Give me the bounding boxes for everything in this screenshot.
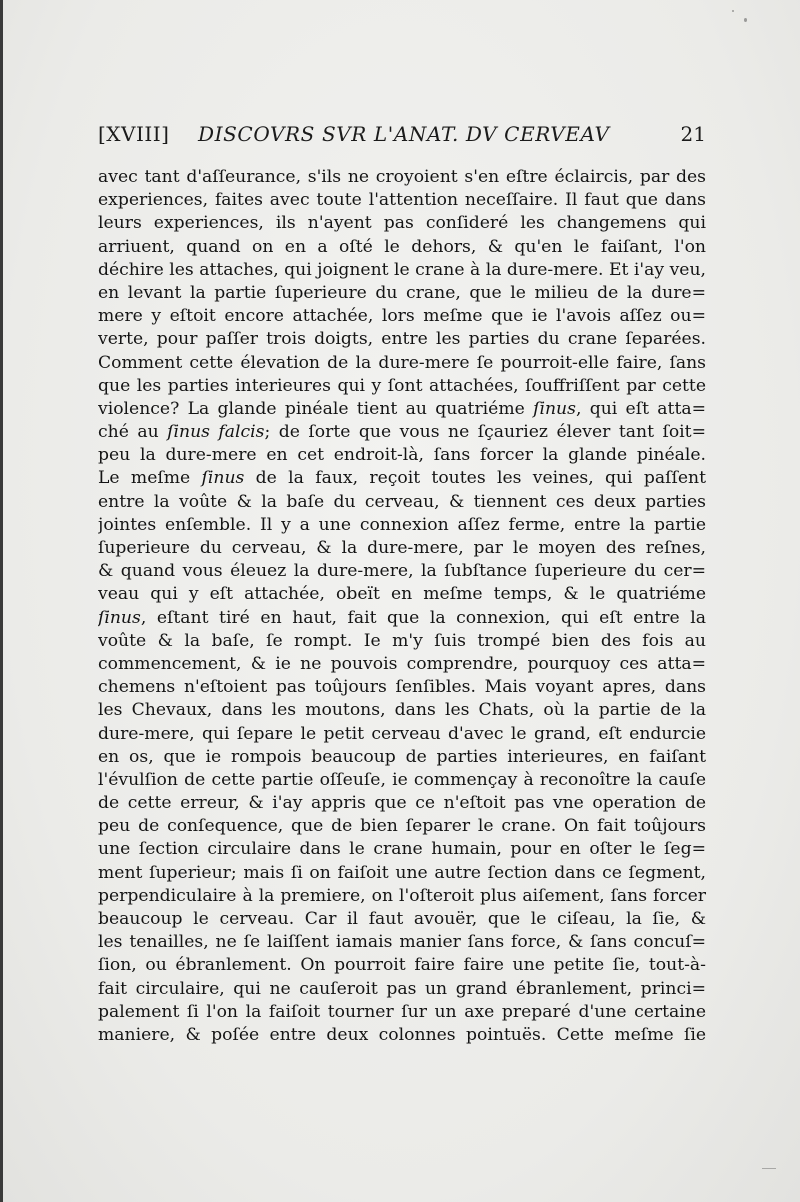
- paper-speck: [762, 1168, 776, 1169]
- text-line: verte, pour paſſer trois doigts, entre les parties du crane ſeparées.: [98, 329, 706, 350]
- paper-speck: [732, 10, 734, 12]
- text-line: que les parties interieures qui y ſont attachées, ſouffriſſent par cette: [98, 375, 706, 396]
- text-line: Le meſme ſinus de la faux, reçoit toutes les veines, qui paſſent: [98, 468, 706, 489]
- paper-speck: [744, 18, 747, 22]
- text-line: arriuent, quand on en a oſté le dehors, & qu'en le faiſant, l'on: [98, 236, 706, 257]
- text-line: ſion, ou ébranlement. On pourroit faire faire une petite ſie, tout-à-: [98, 955, 706, 976]
- text-line: beaucoup le cerveau. Car il faut avouër, que le ciſeau, la ſie, &: [98, 909, 706, 929]
- text-line: de cette erreur, & i'ay appris que ce n'eſtoit pas vne operation de: [98, 793, 706, 814]
- text-line: Comment cette élevation de la dure-mere ſe pourroit-elle faire, ſans: [98, 352, 706, 373]
- text-line: l'évulſion de cette partie oſſeuſe, ie commençay à reconoître la cauſe: [98, 769, 706, 790]
- text-line: violence? La glande pinéale tient au quatriéme ſinus, qui eſt atta=: [98, 398, 706, 419]
- text-line: jointes enſemble. Il y a une connexion aſſez ferme, entre la partie: [98, 514, 706, 535]
- text-line: ſinus, eſtant tiré en haut, fait que la connexion, qui eſt entre la: [98, 607, 706, 628]
- text-line: ſuperieure du cerveau, & la dure-mere, par le moyen des reſnes,: [98, 538, 706, 558]
- text-line: ment ſuperieur; mais ſi on faiſoit une autre ſection dans ce ſegment,: [98, 862, 706, 883]
- text-line: entre la voûte & la baſe du cerveau, & tiennent ces deux parties: [98, 491, 706, 512]
- text-line: en levant la partie ſuperieure du crane, que le milieu de la dure=: [98, 282, 706, 303]
- text-line: experiences, faites avec toute l'attention neceſſaire. Il faut que dans: [98, 190, 706, 211]
- page-number: 21: [680, 122, 706, 146]
- text-line: chemens n'eſtoient pas toûjours ſenſibles. Mais voyant apres, dans: [98, 677, 706, 698]
- text-line: ché au ſinus falcis; de ſorte que vous ne ſçauriez élever tant ſoit=: [98, 422, 706, 443]
- running-title: DISCOVRS SVR L'ANAT. DV CERVEAV: [198, 122, 610, 146]
- body-text: [98, 166, 706, 1047]
- text-line: maniere, & poſée entre deux colonnes pointuës. Cette meſme ſie: [98, 1024, 706, 1045]
- text-line: en os, que ie rompois beaucoup de parties interieures, en faiſant: [98, 746, 706, 767]
- text-line: avec tant d'aſſeurance, s'ils ne croyoient s'en eſtre éclaircis, par des: [98, 167, 706, 187]
- text-line: les tenailles, ne ſe laiſſent iamais manier ſans force, & ſans concuſ=: [98, 932, 706, 953]
- text-line: perpendiculaire à la premiere, on l'oſteroit plus aiſement, ſans forcer: [98, 885, 706, 906]
- text-line: leurs experiences, ils n'ayent pas conſideré les changemens qui: [98, 213, 706, 234]
- text-line: voûte & la baſe, ſe rompt. Ie m'y ſuis trompé bien des fois au: [98, 630, 706, 651]
- text-line: une ſection circulaire dans le crane humain, pour en oſter le ſeg=: [98, 839, 706, 860]
- text-line: fait circulaire, qui ne cauſeroit pas un grand ébranlement, princi=: [98, 978, 706, 999]
- text-line: peu la dure-mere en cet endroit-là, ſans forcer la glande pinéale.: [98, 445, 706, 466]
- text-line: commencement, & ie ne pouvois comprendre, pourquoy ces atta=: [98, 653, 706, 674]
- section-number: [XVIII]: [98, 122, 170, 146]
- text-line: veau qui y eſt attachée, obeït en meſme temps, & le quatriéme: [98, 584, 706, 605]
- text-line: déchire les attaches, qui joignent le crane à la dure-mere. Et i'ay veu,: [98, 259, 706, 280]
- text-line: & quand vous éleuez la dure-mere, la ſubſtance ſuperieure du cer=: [98, 561, 706, 582]
- text-line: dure-mere, qui ſepare le petit cerveau d'avec le grand, eſt endurcie: [98, 723, 706, 744]
- text-line: peu de conſequence, que de bien ſeparer le crane. On fait toûjours: [98, 816, 706, 837]
- text-line: les Chevaux, dans les moutons, dans les Chats, où la partie de la: [98, 700, 706, 721]
- text-line: palement ſi l'on la faiſoit tourner ſur un axe preparé d'une certaine: [98, 1001, 706, 1022]
- text-line: mere y eſtoit encore attachée, lors meſme que ie l'avois aſſez ou=: [98, 306, 706, 327]
- page-left-edge: [0, 0, 3, 1202]
- running-header: [98, 122, 706, 152]
